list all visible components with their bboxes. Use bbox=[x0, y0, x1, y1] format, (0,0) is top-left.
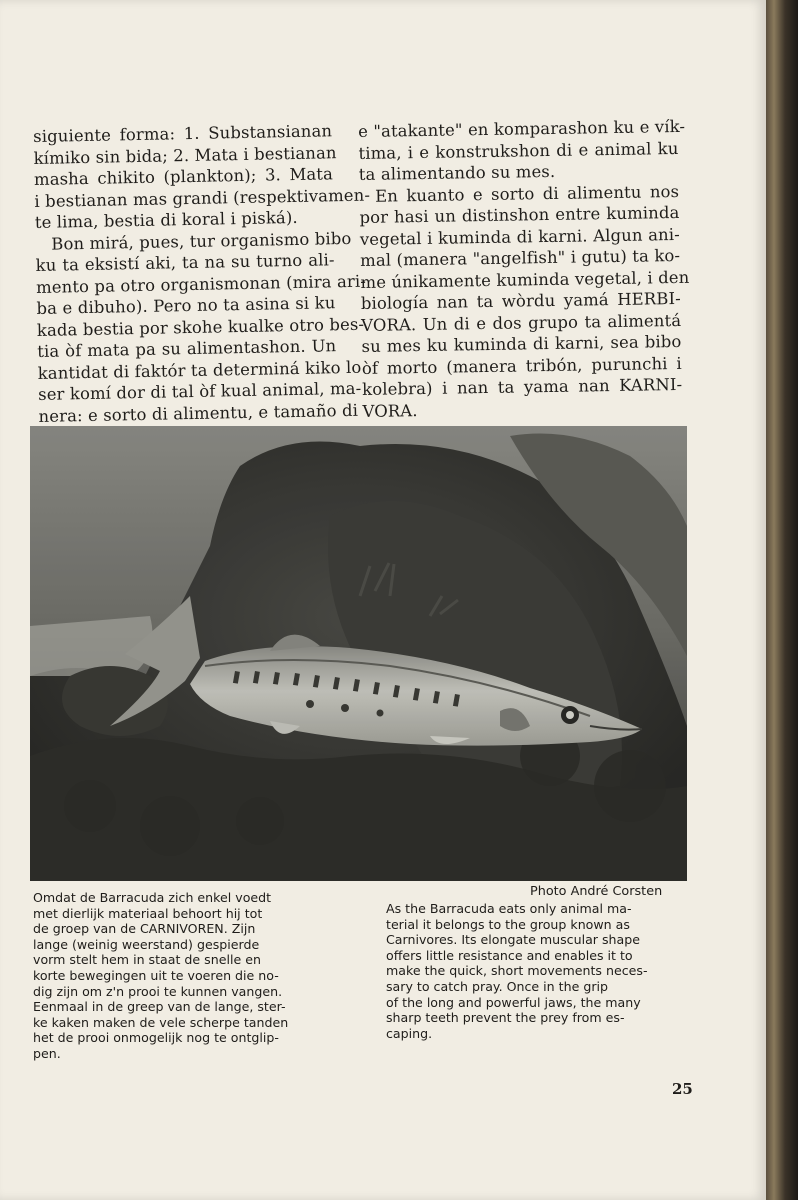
caption-line: Carnivores. Its elongate muscular shape bbox=[386, 932, 640, 948]
caption-line: sary to catch pray. Once in the grip bbox=[386, 978, 608, 994]
text-line: i bestianan mas grandi (respektivamen- bbox=[34, 185, 371, 211]
text-line: siguiente forma: 1. Substansianan bbox=[33, 121, 333, 146]
right-text-column bbox=[358, 116, 690, 422]
text-line: En kuanto e sorto di alimentu nos bbox=[375, 181, 680, 206]
text-line: tima, i e konstrukshon di e animal ku bbox=[358, 138, 679, 163]
text-line: mento pa otro organismonan (mira ari- bbox=[35, 271, 367, 297]
text-line: kímiko sin bida; 2. Mata i bestianan bbox=[33, 142, 337, 168]
text-line: kolebra) i nan ta yama nan KARNI- bbox=[362, 374, 683, 399]
text-line: òf morto (manera tribón, purunchi i bbox=[361, 353, 682, 378]
left-text-column bbox=[33, 120, 371, 427]
text-line: masha chikito (plankton); 3. Mata bbox=[33, 164, 334, 189]
caption-line: lange (weinig weerstand) gespierde bbox=[33, 936, 260, 952]
text-line: nera: e sorto di alimentu, e tamaño di bbox=[38, 400, 359, 426]
caption-line: sharp teeth prevent the prey from es- bbox=[386, 1010, 625, 1026]
text-line: e "atakante" en komparashon ku e vík- bbox=[358, 116, 686, 141]
caption-line: terial it belongs to the group known as bbox=[386, 916, 630, 932]
caption-line: of the long and powerful jaws, the many bbox=[386, 994, 641, 1010]
text-line: kada bestia por skohe kualke otro bes- bbox=[36, 314, 365, 340]
barracuda-photo bbox=[30, 426, 687, 881]
text-line: Bon mirá, pues, tur organismo bibo bbox=[51, 228, 352, 254]
text-line: por hasi un distinshon entre kuminda bbox=[359, 202, 680, 227]
book-edge bbox=[766, 0, 798, 1200]
caption-line: make the quick, short movements neces- bbox=[386, 963, 648, 979]
caption-english bbox=[386, 901, 691, 1041]
caption-line: As the Barracuda eats only animal ma- bbox=[386, 901, 632, 916]
caption-line: Eenmaal in de greep van de lange, ster- bbox=[33, 999, 286, 1015]
photo-credit: Photo André Corsten bbox=[530, 884, 663, 899]
text-line: vegetal i kuminda di karni. Algun ani- bbox=[359, 224, 680, 249]
text-line: me únikamente kuminda vegetal, i den bbox=[360, 267, 690, 292]
page-number: 25 bbox=[672, 1080, 693, 1098]
caption-dutch bbox=[33, 890, 333, 1062]
text-line: te lima, bestia di koral i piská). bbox=[34, 207, 298, 232]
text-line: VORA. Un di e dos grupo ta alimentá bbox=[361, 310, 682, 335]
caption-line: vorm stelt hem in staat de snelle en bbox=[33, 952, 261, 968]
text-line: ku ta eksistí aki, ta na su turno ali- bbox=[35, 250, 335, 275]
caption-line: korte bewegingen uit te voeren die no- bbox=[33, 967, 279, 983]
caption-line: het de prooi onmogelijk nog te ontglip- bbox=[33, 1030, 279, 1046]
caption-line: dig zijn om z'n prooi te kunnen vangen. bbox=[33, 983, 283, 999]
caption-line: pen. bbox=[33, 1045, 61, 1061]
text-line: ta alimentando su mes. bbox=[358, 161, 556, 184]
text-line: ba e dibuho). Pero no ta asina si ku bbox=[36, 293, 336, 318]
text-line: kantidat di faktór ta determiná kiko lo bbox=[37, 357, 362, 383]
text-line: ser komí dor di tal òf kual animal, ma- bbox=[37, 378, 362, 404]
caption-line: ke kaken maken de vele scherpe tanden bbox=[33, 1014, 289, 1030]
caption-line: met dierlijk materiaal behoort hij tot bbox=[33, 905, 263, 921]
text-line: su mes ku kuminda di karni, sea bibo bbox=[361, 331, 682, 356]
text-line: biología nan ta wòrdu yamá HERBI- bbox=[360, 288, 681, 313]
text-line: VORA. bbox=[362, 400, 418, 421]
caption-line: de groep van de CARNIVOREN. Zijn bbox=[33, 921, 256, 937]
caption-line: offers little resistance and enables it to bbox=[386, 947, 633, 963]
caption-line: Omdat de Barracuda zich enkel voedt bbox=[33, 890, 272, 905]
text-line: tia òf mata pa su alimentashon. Un bbox=[37, 336, 337, 361]
text-line: mal (manera "angelfish" i gutu) ta ko- bbox=[360, 245, 681, 270]
caption-line: caping. bbox=[386, 1025, 433, 1041]
